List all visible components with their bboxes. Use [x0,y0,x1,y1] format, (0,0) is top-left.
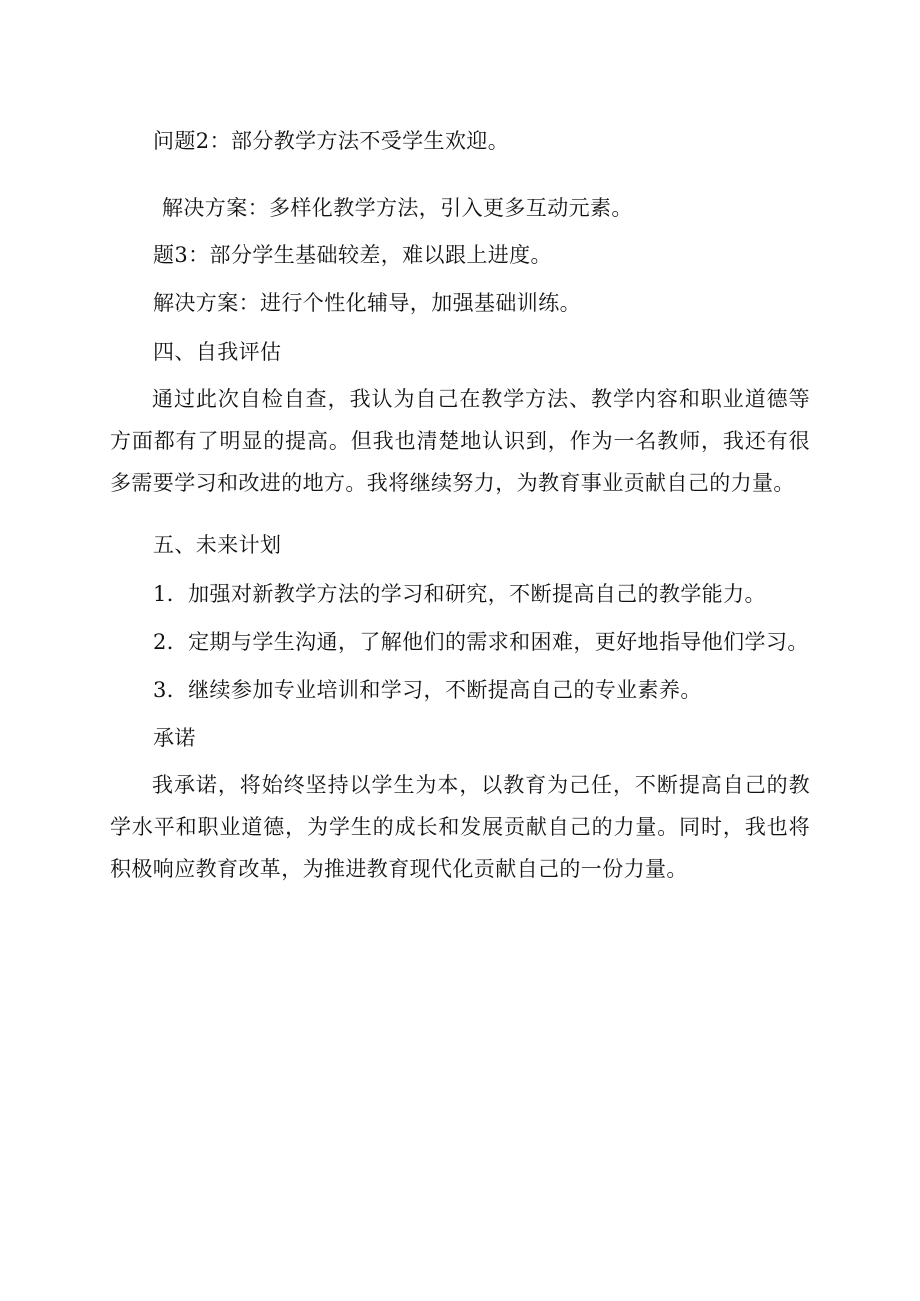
section-5-heading: 五、未来计划 [153,533,282,557]
solution-2-text: 解决方案：多样化教学方法，引入更多互动元素。 [162,196,633,220]
section-4-paragraph: 通过此次自检自查，我认为自己在教学方法、教学内容和职业道德等方面都有了明显的提高。但我也清楚地认识到，作为一名教师，我还有很多需要学习和改进的地方。我将继续努力，为教育事业贡献自己的力量。 [110,387,810,495]
section-4-heading: 四、自我评估 [153,340,282,364]
solution-3-text: 解决方案：进行个性化辅导，加强基础训练。 [153,291,581,315]
commitment-heading: 承诺 [153,726,196,750]
problem-3-text: 题3：部分学生基础较差，难以跟上进度。 [153,243,552,267]
plan-item-1: 1．加强对新教学方法的学习和研究，不断提高自己的教学能力。 [153,582,766,606]
plan-item-2: 2．定期与学生沟通，了解他们的需求和困难，更好地指导他们学习。 [153,630,809,654]
problem-2-text: 问题2：部分教学方法不受学生欢迎。 [153,129,510,153]
plan-item-3: 3．继续参加专业培训和学习，不断提高自己的专业素养。 [153,678,702,702]
commitment-paragraph: 我承诺，将始终坚持以学生为本，以教育为己任，不断提高自己的教学水平和职业道德，为学生的成长和发展贡献自己的力量。同时，我也将积极响应教育改革，为推进教育现代化贡献自己的一份力量。 [110,773,810,881]
